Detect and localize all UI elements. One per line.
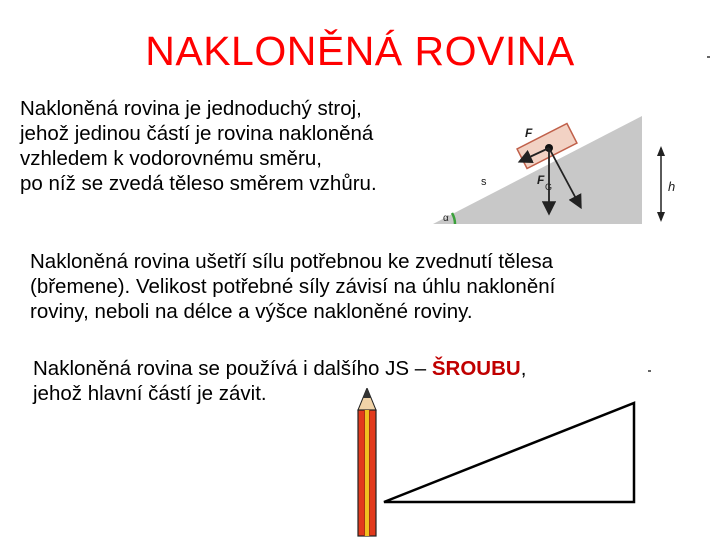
text-line: roviny, neboli na délce a výšce nakloněné roviny.	[30, 300, 473, 323]
stray-mark	[707, 56, 710, 58]
screw-highlight: ŠROUBU	[431, 357, 521, 380]
slope-label: s	[481, 176, 487, 188]
text-line	[33, 356, 526, 381]
force-label: F	[525, 126, 533, 140]
height-arrow-bottom	[657, 212, 665, 222]
text-segment: Nakloněná rovina se používá i dalšího JS –	[33, 357, 432, 380]
stray-mark	[648, 370, 651, 372]
text-line: po níž se zvedá těleso směrem vzhůru.	[20, 172, 377, 195]
text-line: jehož jedinou částí je rovina nakloněná	[20, 122, 374, 145]
slide-title: NAKLONĚNÁ ROVINA	[145, 28, 575, 74]
paragraph-force-saving	[30, 249, 555, 324]
gravity-label-sub: G	[545, 182, 553, 192]
height-label: h	[668, 179, 676, 194]
paragraph-screw	[33, 356, 526, 406]
text-line: (břemene). Velikost potřebné síly závisí na úhlu naklonění	[30, 275, 556, 298]
text-segment: ,	[520, 357, 527, 380]
inclined-plane-diagram	[425, 108, 695, 230]
gravity-label: F	[537, 173, 545, 187]
text-line: Nakloněná rovina je jednoduchý stroj,	[20, 97, 362, 120]
paragraph-definition	[20, 96, 377, 196]
incline-wedge	[433, 116, 642, 224]
right-triangle-icon	[380, 400, 640, 506]
angle-label: α	[443, 213, 449, 224]
text-line: Nakloněná rovina ušetří sílu potřebnou ke zvednutí tělesa	[30, 250, 554, 273]
text-line: vzhledem k vodorovnému směru,	[20, 147, 322, 170]
height-arrow-top	[657, 146, 665, 156]
text-line: jehož hlavní částí je závit.	[33, 382, 267, 405]
